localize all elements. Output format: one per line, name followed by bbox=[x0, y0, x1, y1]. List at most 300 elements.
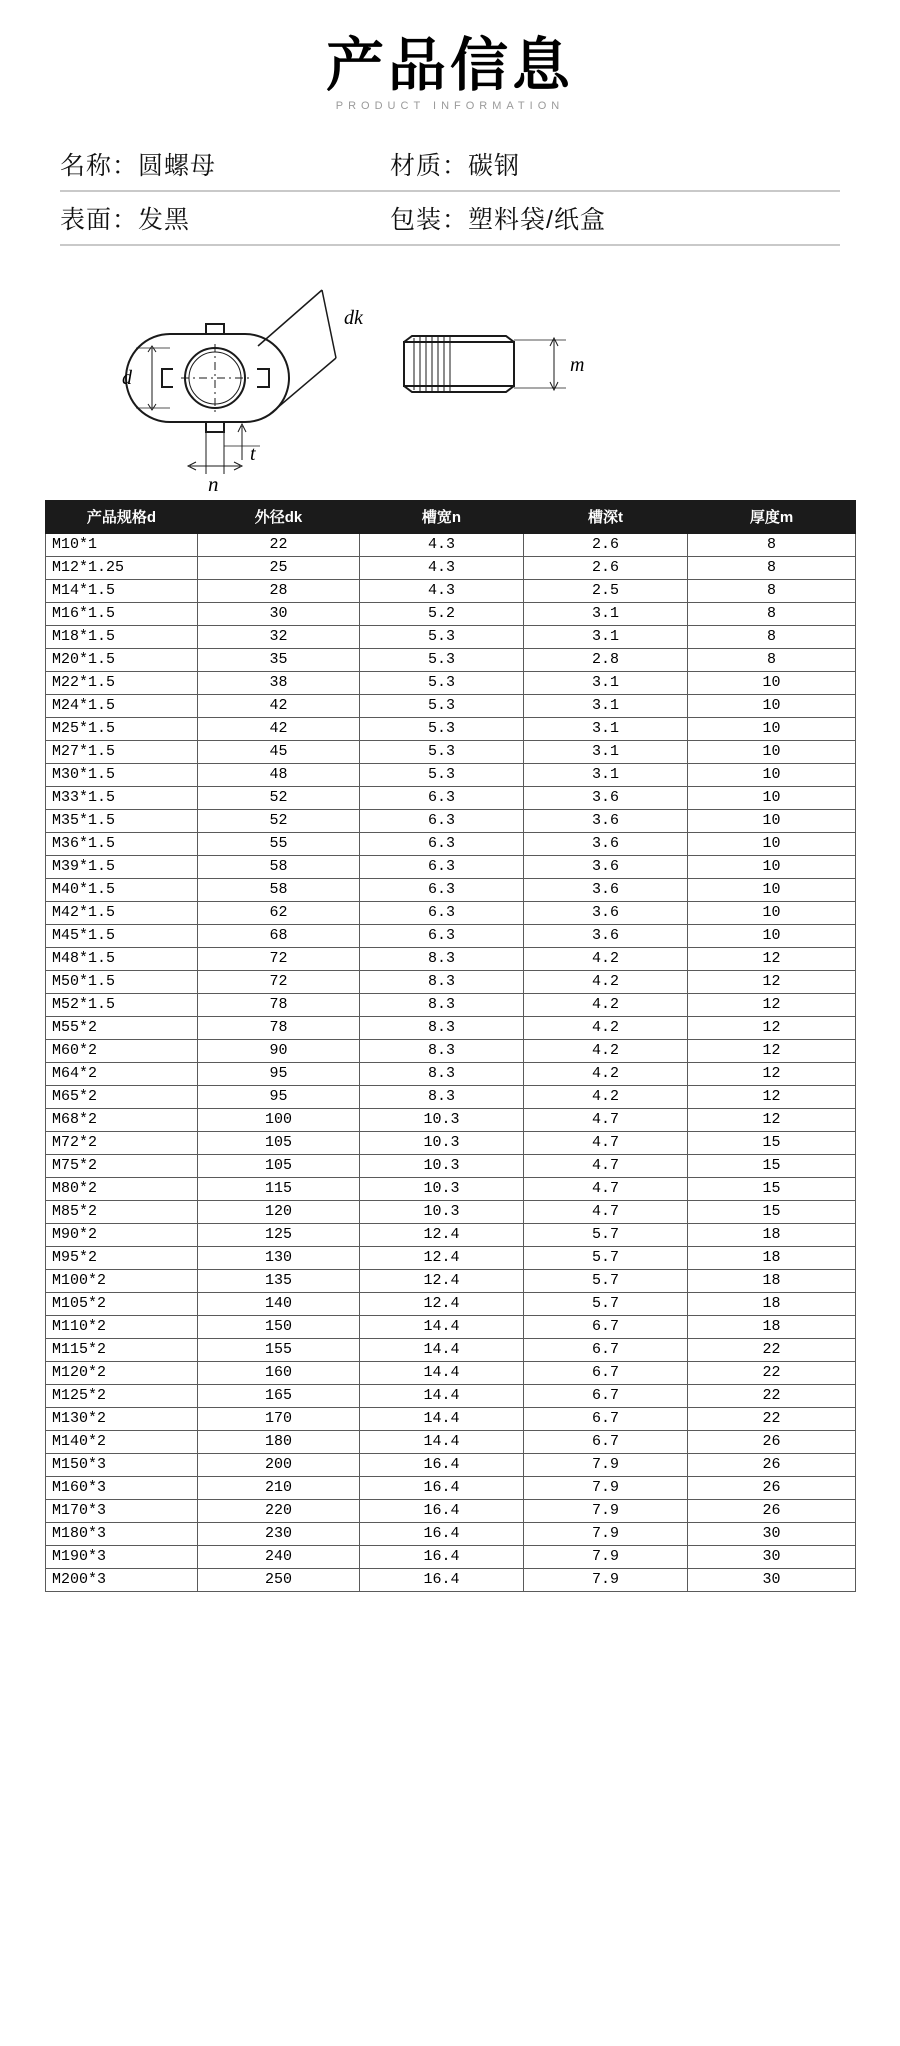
technical-drawing bbox=[0, 264, 900, 494]
label-m: m bbox=[570, 353, 585, 376]
table-cell: 120 bbox=[198, 1200, 360, 1223]
table-cell: 3.1 bbox=[524, 694, 688, 717]
attribute-surface-label: 表面： bbox=[60, 205, 139, 234]
table-row bbox=[46, 1154, 856, 1177]
table-cell-spec: M55*2 bbox=[46, 1016, 198, 1039]
attribute-packaging-value: 塑料袋/纸盒 bbox=[468, 205, 606, 234]
table-cell-spec: M180*3 bbox=[46, 1522, 198, 1545]
table-cell: 240 bbox=[198, 1545, 360, 1568]
table-cell: 8.3 bbox=[360, 1016, 524, 1039]
table-cell: 12 bbox=[688, 1085, 856, 1108]
table-row bbox=[46, 1476, 856, 1499]
table-cell: 26 bbox=[688, 1453, 856, 1476]
table-cell: 3.1 bbox=[524, 740, 688, 763]
table-row bbox=[46, 602, 856, 625]
table-cell: 12.4 bbox=[360, 1269, 524, 1292]
table-cell: 45 bbox=[198, 740, 360, 763]
table-cell: 3.6 bbox=[524, 832, 688, 855]
attribute-material-label: 材质： bbox=[390, 151, 469, 180]
table-cell: 4.7 bbox=[524, 1108, 688, 1131]
table-cell-spec: M65*2 bbox=[46, 1085, 198, 1108]
table-cell: 15 bbox=[688, 1177, 856, 1200]
table-cell-spec: M40*1.5 bbox=[46, 878, 198, 901]
table-cell: 26 bbox=[688, 1430, 856, 1453]
table-cell: 12.4 bbox=[360, 1223, 524, 1246]
table-cell: 3.6 bbox=[524, 786, 688, 809]
table-cell: 4.2 bbox=[524, 1085, 688, 1108]
table-row bbox=[46, 625, 856, 648]
drawing-front-view bbox=[110, 274, 410, 494]
table-row bbox=[46, 740, 856, 763]
table-cell-spec: M45*1.5 bbox=[46, 924, 198, 947]
table-cell: 6.3 bbox=[360, 855, 524, 878]
table-cell: 8.3 bbox=[360, 947, 524, 970]
table-cell: 10 bbox=[688, 694, 856, 717]
table-row bbox=[46, 1177, 856, 1200]
table-cell: 78 bbox=[198, 1016, 360, 1039]
table-cell: 55 bbox=[198, 832, 360, 855]
attribute-surface bbox=[60, 200, 390, 236]
spec-table-wrap bbox=[45, 500, 855, 1592]
table-cell-spec: M39*1.5 bbox=[46, 855, 198, 878]
table-cell: 12 bbox=[688, 1108, 856, 1131]
table-cell: 48 bbox=[198, 763, 360, 786]
table-row bbox=[46, 947, 856, 970]
table-row bbox=[46, 1453, 856, 1476]
table-row bbox=[46, 1131, 856, 1154]
table-row bbox=[46, 717, 856, 740]
attribute-name-value: 圆螺母 bbox=[138, 151, 217, 180]
table-cell: 10 bbox=[688, 855, 856, 878]
table-cell-spec: M80*2 bbox=[46, 1177, 198, 1200]
attribute-material-value: 碳钢 bbox=[468, 151, 521, 180]
table-cell: 10 bbox=[688, 878, 856, 901]
table-cell: 6.7 bbox=[524, 1430, 688, 1453]
table-cell-spec: M22*1.5 bbox=[46, 671, 198, 694]
page-title: 产品信息 bbox=[325, 33, 574, 98]
table-cell: 10 bbox=[688, 901, 856, 924]
table-cell: 6.7 bbox=[524, 1338, 688, 1361]
attribute-row-1 bbox=[60, 138, 840, 190]
table-cell: 22 bbox=[198, 533, 360, 556]
table-cell: 90 bbox=[198, 1039, 360, 1062]
table-cell: 4.7 bbox=[524, 1177, 688, 1200]
table-row bbox=[46, 924, 856, 947]
table-cell: 52 bbox=[198, 809, 360, 832]
table-row bbox=[46, 832, 856, 855]
table-cell: 4.2 bbox=[524, 947, 688, 970]
table-cell: 4.3 bbox=[360, 533, 524, 556]
table-cell: 3.6 bbox=[524, 855, 688, 878]
table-row bbox=[46, 1522, 856, 1545]
table-cell: 6.7 bbox=[524, 1407, 688, 1430]
table-cell: 30 bbox=[198, 602, 360, 625]
table-cell: 16.4 bbox=[360, 1568, 524, 1591]
table-cell-spec: M85*2 bbox=[46, 1200, 198, 1223]
table-cell: 6.3 bbox=[360, 832, 524, 855]
table-cell: 58 bbox=[198, 878, 360, 901]
table-row bbox=[46, 1062, 856, 1085]
table-cell-spec: M36*1.5 bbox=[46, 832, 198, 855]
table-cell: 10.3 bbox=[360, 1131, 524, 1154]
table-cell: 8.3 bbox=[360, 1062, 524, 1085]
table-cell: 4.7 bbox=[524, 1131, 688, 1154]
front-view-svg bbox=[110, 274, 410, 494]
table-cell: 2.8 bbox=[524, 648, 688, 671]
table-cell: 115 bbox=[198, 1177, 360, 1200]
table-cell: 7.9 bbox=[524, 1545, 688, 1568]
table-cell: 14.4 bbox=[360, 1430, 524, 1453]
table-cell: 5.3 bbox=[360, 671, 524, 694]
drawing-side-view bbox=[390, 324, 620, 434]
table-cell-spec: M60*2 bbox=[46, 1039, 198, 1062]
table-cell: 30 bbox=[688, 1568, 856, 1591]
table-cell: 18 bbox=[688, 1246, 856, 1269]
table-cell-spec: M12*1.25 bbox=[46, 556, 198, 579]
table-cell: 18 bbox=[688, 1292, 856, 1315]
table-row bbox=[46, 1361, 856, 1384]
table-cell: 12 bbox=[688, 947, 856, 970]
table-cell-spec: M20*1.5 bbox=[46, 648, 198, 671]
table-row bbox=[46, 1246, 856, 1269]
table-cell: 15 bbox=[688, 1154, 856, 1177]
table-cell: 7.9 bbox=[524, 1499, 688, 1522]
table-row bbox=[46, 694, 856, 717]
label-dk: dk bbox=[344, 306, 363, 329]
table-cell: 62 bbox=[198, 901, 360, 924]
table-header-cell: 厚度m bbox=[688, 500, 856, 533]
table-cell: 130 bbox=[198, 1246, 360, 1269]
table-cell: 6.7 bbox=[524, 1361, 688, 1384]
table-cell-spec: M16*1.5 bbox=[46, 602, 198, 625]
table-row bbox=[46, 786, 856, 809]
table-cell: 8.3 bbox=[360, 993, 524, 1016]
table-cell-spec: M170*3 bbox=[46, 1499, 198, 1522]
table-cell: 6.7 bbox=[524, 1315, 688, 1338]
table-cell-spec: M14*1.5 bbox=[46, 579, 198, 602]
table-cell: 72 bbox=[198, 947, 360, 970]
table-row bbox=[46, 1407, 856, 1430]
table-cell: 22 bbox=[688, 1338, 856, 1361]
table-cell: 16.4 bbox=[360, 1522, 524, 1545]
table-cell: 8 bbox=[688, 556, 856, 579]
table-cell-spec: M150*3 bbox=[46, 1453, 198, 1476]
table-cell: 4.2 bbox=[524, 970, 688, 993]
table-cell: 230 bbox=[198, 1522, 360, 1545]
table-cell: 30 bbox=[688, 1522, 856, 1545]
table-cell: 8 bbox=[688, 602, 856, 625]
table-cell-spec: M64*2 bbox=[46, 1062, 198, 1085]
table-cell: 26 bbox=[688, 1476, 856, 1499]
table-cell: 135 bbox=[198, 1269, 360, 1292]
table-cell: 105 bbox=[198, 1154, 360, 1177]
side-view-svg bbox=[390, 324, 620, 434]
table-cell: 5.7 bbox=[524, 1292, 688, 1315]
table-row bbox=[46, 579, 856, 602]
table-cell-spec: M200*3 bbox=[46, 1568, 198, 1591]
table-header-cell: 槽深t bbox=[524, 500, 688, 533]
table-cell-spec: M115*2 bbox=[46, 1338, 198, 1361]
table-cell-spec: M95*2 bbox=[46, 1246, 198, 1269]
table-cell-spec: M35*1.5 bbox=[46, 809, 198, 832]
table-row bbox=[46, 648, 856, 671]
table-cell-spec: M33*1.5 bbox=[46, 786, 198, 809]
table-cell: 5.3 bbox=[360, 717, 524, 740]
table-row bbox=[46, 855, 856, 878]
attribute-name bbox=[60, 146, 390, 182]
table-cell: 4.7 bbox=[524, 1200, 688, 1223]
table-row bbox=[46, 1108, 856, 1131]
table-cell-spec: M160*3 bbox=[46, 1476, 198, 1499]
table-cell: 14.4 bbox=[360, 1315, 524, 1338]
table-row bbox=[46, 1039, 856, 1062]
table-row bbox=[46, 1499, 856, 1522]
table-cell: 68 bbox=[198, 924, 360, 947]
table-cell: 12 bbox=[688, 1039, 856, 1062]
table-header-cell: 产品规格d bbox=[46, 500, 198, 533]
table-row bbox=[46, 1016, 856, 1039]
table-cell: 6.3 bbox=[360, 786, 524, 809]
table-cell: 3.6 bbox=[524, 901, 688, 924]
label-d: d bbox=[122, 366, 132, 389]
divider-2 bbox=[60, 244, 840, 246]
table-cell: 150 bbox=[198, 1315, 360, 1338]
table-cell: 3.6 bbox=[524, 924, 688, 947]
table-cell: 100 bbox=[198, 1108, 360, 1131]
table-cell-spec: M68*2 bbox=[46, 1108, 198, 1131]
table-cell: 12.4 bbox=[360, 1246, 524, 1269]
table-cell: 10 bbox=[688, 809, 856, 832]
table-row bbox=[46, 1292, 856, 1315]
table-cell: 4.7 bbox=[524, 1154, 688, 1177]
table-row bbox=[46, 556, 856, 579]
table-header-cell: 槽宽n bbox=[360, 500, 524, 533]
table-row bbox=[46, 809, 856, 832]
table-cell-spec: M190*3 bbox=[46, 1545, 198, 1568]
table-cell: 3.1 bbox=[524, 671, 688, 694]
table-cell: 18 bbox=[688, 1223, 856, 1246]
table-cell: 10 bbox=[688, 740, 856, 763]
spec-table-body bbox=[46, 533, 856, 1591]
table-cell: 8 bbox=[688, 579, 856, 602]
table-cell: 2.5 bbox=[524, 579, 688, 602]
table-cell-spec: M125*2 bbox=[46, 1384, 198, 1407]
table-row bbox=[46, 1338, 856, 1361]
table-cell: 25 bbox=[198, 556, 360, 579]
table-cell: 58 bbox=[198, 855, 360, 878]
table-cell: 4.3 bbox=[360, 579, 524, 602]
table-cell: 125 bbox=[198, 1223, 360, 1246]
table-cell: 15 bbox=[688, 1131, 856, 1154]
table-cell: 6.7 bbox=[524, 1384, 688, 1407]
table-row bbox=[46, 1085, 856, 1108]
table-cell-spec: M100*2 bbox=[46, 1269, 198, 1292]
table-row bbox=[46, 1384, 856, 1407]
table-cell-spec: M27*1.5 bbox=[46, 740, 198, 763]
table-cell: 140 bbox=[198, 1292, 360, 1315]
table-cell: 16.4 bbox=[360, 1453, 524, 1476]
table-cell: 16.4 bbox=[360, 1499, 524, 1522]
table-cell-spec: M10*1 bbox=[46, 533, 198, 556]
table-cell: 2.6 bbox=[524, 556, 688, 579]
table-cell: 32 bbox=[198, 625, 360, 648]
table-cell-spec: M42*1.5 bbox=[46, 901, 198, 924]
attribute-name-label: 名称： bbox=[60, 151, 139, 180]
table-cell: 10 bbox=[688, 763, 856, 786]
table-cell: 5.7 bbox=[524, 1269, 688, 1292]
table-cell: 8.3 bbox=[360, 970, 524, 993]
attribute-surface-value: 发黑 bbox=[138, 205, 191, 234]
table-cell-spec: M140*2 bbox=[46, 1430, 198, 1453]
table-cell: 4.2 bbox=[524, 1062, 688, 1085]
product-attributes bbox=[60, 138, 840, 246]
table-cell: 6.3 bbox=[360, 901, 524, 924]
table-cell: 170 bbox=[198, 1407, 360, 1430]
table-cell-spec: M130*2 bbox=[46, 1407, 198, 1430]
table-row bbox=[46, 1315, 856, 1338]
table-cell: 5.3 bbox=[360, 763, 524, 786]
table-cell: 250 bbox=[198, 1568, 360, 1591]
table-cell: 8 bbox=[688, 625, 856, 648]
table-cell: 3.1 bbox=[524, 763, 688, 786]
table-cell: 3.6 bbox=[524, 809, 688, 832]
table-cell-spec: M90*2 bbox=[46, 1223, 198, 1246]
table-cell: 3.1 bbox=[524, 625, 688, 648]
label-t: t bbox=[250, 442, 256, 465]
table-cell: 18 bbox=[688, 1315, 856, 1338]
attribute-row-2 bbox=[60, 192, 840, 244]
table-cell-spec: M50*1.5 bbox=[46, 970, 198, 993]
table-row bbox=[46, 1223, 856, 1246]
table-cell: 72 bbox=[198, 970, 360, 993]
table-cell-spec: M48*1.5 bbox=[46, 947, 198, 970]
table-row bbox=[46, 533, 856, 556]
table-cell: 7.9 bbox=[524, 1522, 688, 1545]
table-cell: 22 bbox=[688, 1407, 856, 1430]
table-cell: 15 bbox=[688, 1200, 856, 1223]
table-cell-spec: M120*2 bbox=[46, 1361, 198, 1384]
table-cell-spec: M110*2 bbox=[46, 1315, 198, 1338]
table-cell: 8.3 bbox=[360, 1039, 524, 1062]
table-cell: 12 bbox=[688, 993, 856, 1016]
table-cell-spec: M72*2 bbox=[46, 1131, 198, 1154]
table-cell: 12 bbox=[688, 970, 856, 993]
table-header-row bbox=[46, 500, 856, 533]
table-cell: 160 bbox=[198, 1361, 360, 1384]
table-cell-spec: M30*1.5 bbox=[46, 763, 198, 786]
table-cell: 22 bbox=[688, 1361, 856, 1384]
page-subtitle: PRODUCT INFORMATION bbox=[335, 99, 565, 112]
table-row bbox=[46, 1430, 856, 1453]
table-row bbox=[46, 1568, 856, 1591]
table-cell: 6.3 bbox=[360, 924, 524, 947]
table-cell: 38 bbox=[198, 671, 360, 694]
table-cell: 155 bbox=[198, 1338, 360, 1361]
table-cell: 14.4 bbox=[360, 1338, 524, 1361]
table-cell: 3.1 bbox=[524, 717, 688, 740]
table-row bbox=[46, 1200, 856, 1223]
table-cell: 28 bbox=[198, 579, 360, 602]
table-row bbox=[46, 1269, 856, 1292]
table-cell: 14.4 bbox=[360, 1384, 524, 1407]
attribute-packaging bbox=[390, 200, 606, 236]
table-cell: 16.4 bbox=[360, 1545, 524, 1568]
table-cell: 30 bbox=[688, 1545, 856, 1568]
table-cell-spec: M25*1.5 bbox=[46, 717, 198, 740]
table-cell: 5.3 bbox=[360, 694, 524, 717]
table-cell: 10.3 bbox=[360, 1200, 524, 1223]
table-cell: 7.9 bbox=[524, 1476, 688, 1499]
table-cell: 5.3 bbox=[360, 625, 524, 648]
table-cell-spec: M75*2 bbox=[46, 1154, 198, 1177]
table-cell: 3.6 bbox=[524, 878, 688, 901]
table-cell: 42 bbox=[198, 694, 360, 717]
table-cell-spec: M105*2 bbox=[46, 1292, 198, 1315]
table-row bbox=[46, 993, 856, 1016]
table-cell: 4.2 bbox=[524, 1016, 688, 1039]
table-cell: 7.9 bbox=[524, 1453, 688, 1476]
table-row bbox=[46, 901, 856, 924]
table-cell: 95 bbox=[198, 1085, 360, 1108]
table-row bbox=[46, 878, 856, 901]
table-cell: 95 bbox=[198, 1062, 360, 1085]
table-cell: 8.3 bbox=[360, 1085, 524, 1108]
table-cell: 7.9 bbox=[524, 1568, 688, 1591]
table-cell-spec: M24*1.5 bbox=[46, 694, 198, 717]
table-cell: 10.3 bbox=[360, 1154, 524, 1177]
label-n: n bbox=[208, 471, 219, 494]
table-row bbox=[46, 671, 856, 694]
table-cell: 8 bbox=[688, 533, 856, 556]
table-cell: 42 bbox=[198, 717, 360, 740]
table-cell: 16.4 bbox=[360, 1476, 524, 1499]
table-cell: 5.7 bbox=[524, 1223, 688, 1246]
table-cell: 10 bbox=[688, 924, 856, 947]
table-cell: 180 bbox=[198, 1430, 360, 1453]
table-cell: 14.4 bbox=[360, 1361, 524, 1384]
table-cell: 210 bbox=[198, 1476, 360, 1499]
table-cell: 14.4 bbox=[360, 1407, 524, 1430]
table-cell: 8 bbox=[688, 648, 856, 671]
table-cell: 4.3 bbox=[360, 556, 524, 579]
table-cell: 10 bbox=[688, 717, 856, 740]
attribute-material bbox=[390, 146, 520, 182]
table-cell: 105 bbox=[198, 1131, 360, 1154]
table-cell: 200 bbox=[198, 1453, 360, 1476]
table-cell-spec: M18*1.5 bbox=[46, 625, 198, 648]
table-cell: 52 bbox=[198, 786, 360, 809]
table-cell: 10 bbox=[688, 786, 856, 809]
table-cell: 12 bbox=[688, 1016, 856, 1039]
table-cell: 6.3 bbox=[360, 878, 524, 901]
attribute-packaging-label: 包装： bbox=[390, 205, 469, 234]
table-header-cell: 外径dk bbox=[198, 500, 360, 533]
table-cell: 26 bbox=[688, 1499, 856, 1522]
table-cell: 10 bbox=[688, 832, 856, 855]
table-cell: 5.7 bbox=[524, 1246, 688, 1269]
table-cell: 10.3 bbox=[360, 1177, 524, 1200]
table-row bbox=[46, 1545, 856, 1568]
table-cell: 18 bbox=[688, 1269, 856, 1292]
table-row bbox=[46, 763, 856, 786]
table-row bbox=[46, 970, 856, 993]
table-cell: 4.2 bbox=[524, 1039, 688, 1062]
table-cell: 12.4 bbox=[360, 1292, 524, 1315]
table-cell: 165 bbox=[198, 1384, 360, 1407]
table-cell: 22 bbox=[688, 1384, 856, 1407]
page-header bbox=[0, 0, 900, 112]
spec-table bbox=[45, 500, 856, 1592]
